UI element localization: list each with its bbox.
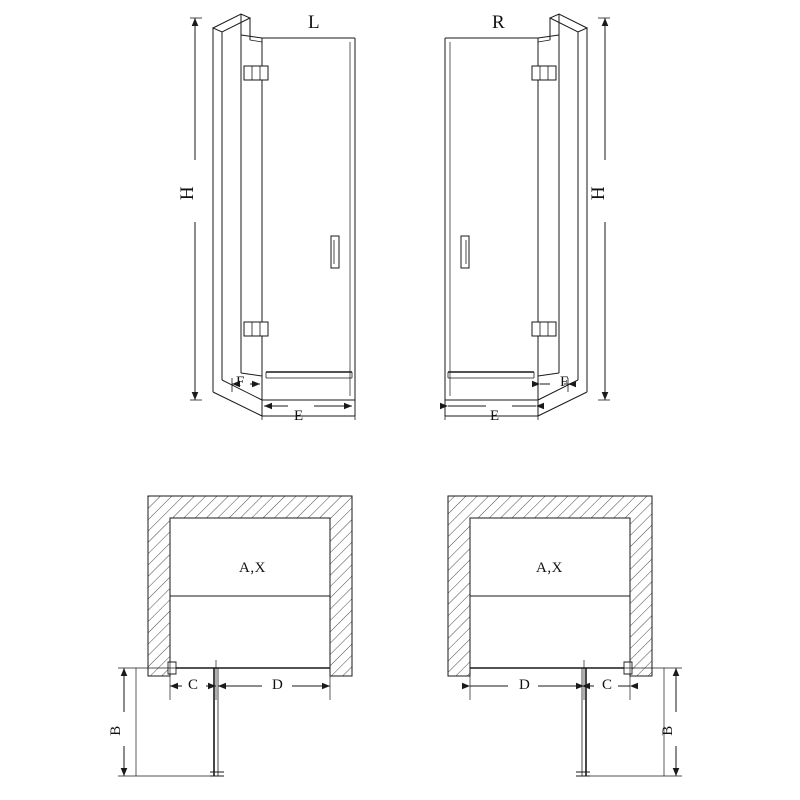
label-height-left: H	[177, 185, 199, 201]
label-hand-left: L	[308, 12, 321, 33]
plan-left-group	[118, 496, 352, 776]
label-hand-right: R	[492, 12, 506, 33]
elevation-left-group	[190, 14, 355, 420]
label-depth-left: B	[107, 725, 124, 736]
label-fixed-left: F	[236, 374, 245, 390]
label-fixed-width-right: C	[602, 677, 613, 693]
label-fixed-width-left: C	[188, 677, 199, 693]
label-door-width-right: D	[519, 677, 531, 693]
label-door-width-left: D	[272, 677, 284, 693]
label-fixed-right: F	[560, 374, 569, 390]
label-recess-width-left: A,X	[239, 560, 266, 576]
elevation-right-group	[445, 14, 610, 420]
label-recess-width-right: A,X	[536, 560, 563, 576]
label-door-left: E	[294, 408, 304, 424]
label-height-right: H	[588, 185, 610, 201]
label-door-right: E	[490, 408, 500, 424]
plan-right-group	[448, 496, 682, 776]
label-depth-right: B	[659, 725, 676, 736]
